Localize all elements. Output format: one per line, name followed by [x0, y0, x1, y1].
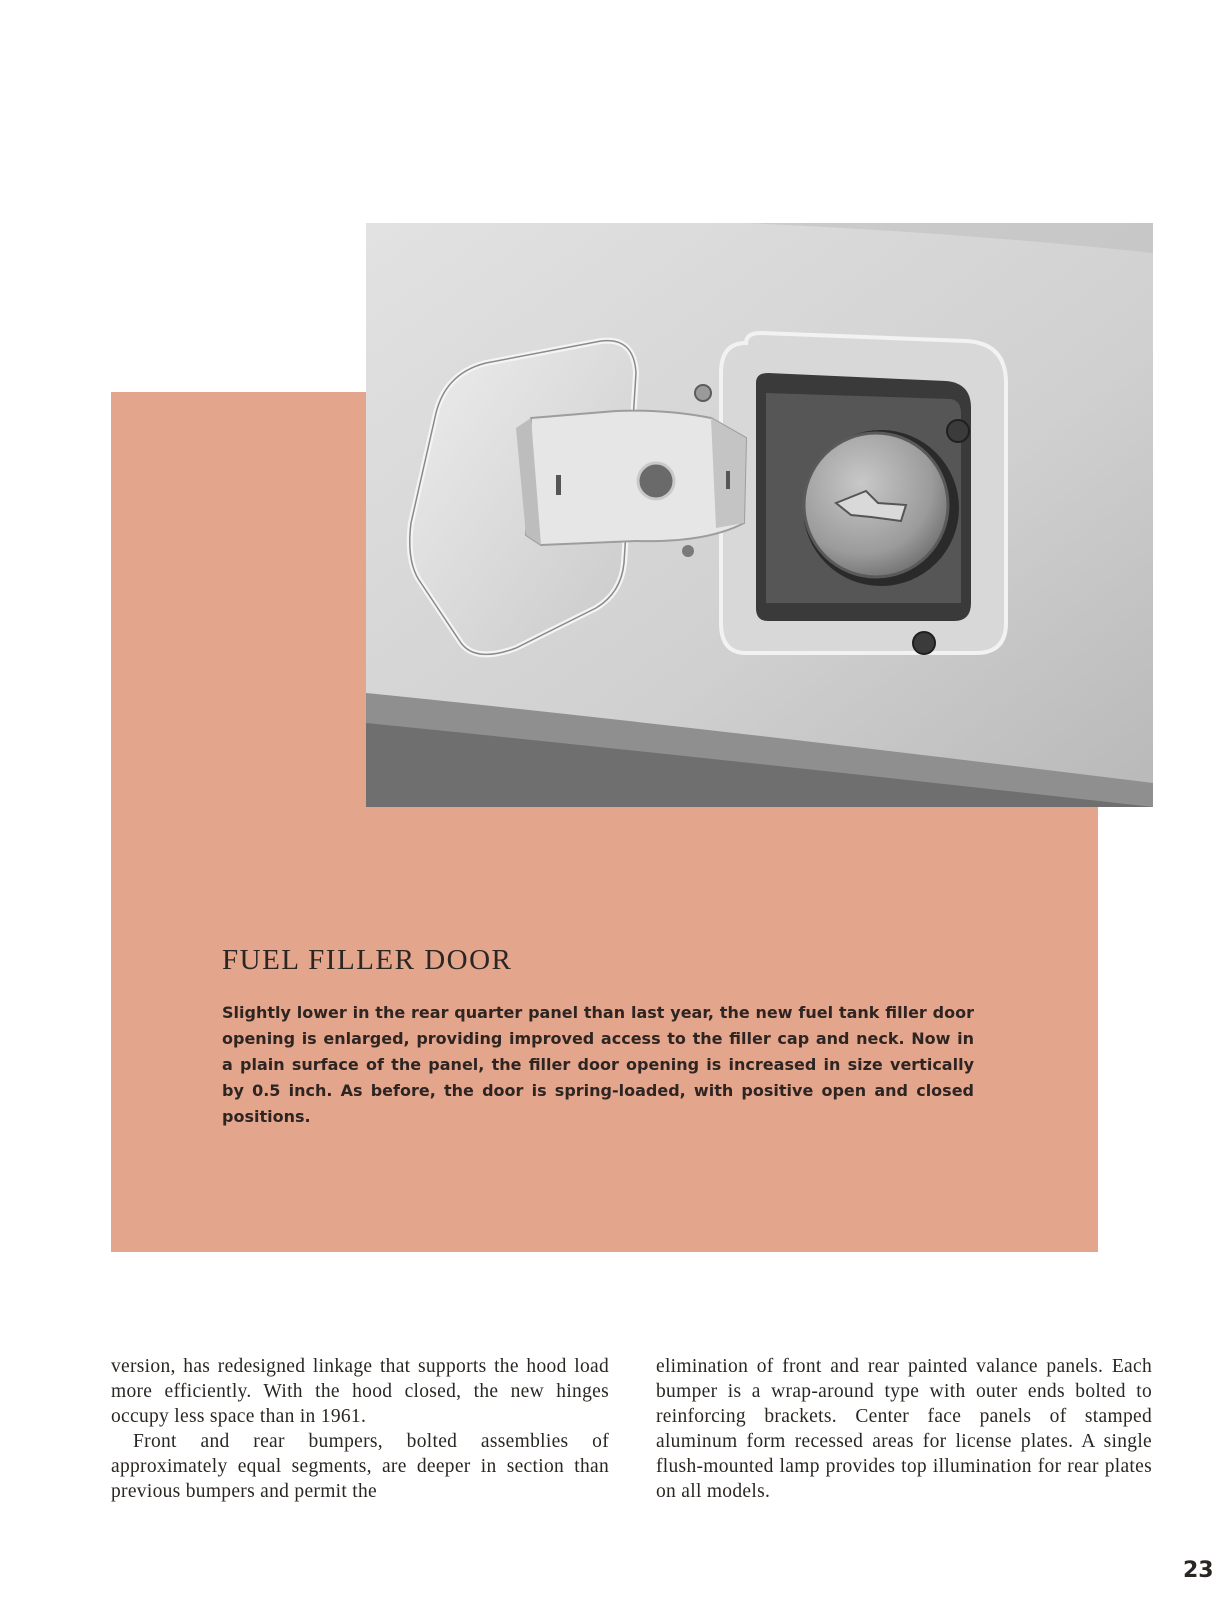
- body-column-right: [656, 1354, 1152, 1504]
- caption-title: FUEL FILLER DOOR: [222, 944, 513, 976]
- caption-body: Slightly lower in the rear quarter panel than last year, the new fuel tank filler door opening is enlarged, providing improved access to the filler cap and neck. Now in a plain surface of the panel, the filler door opening is increased in size vertically by 0.5 inch. As before, the door is spring-loaded, with positive open and closed positions.: [222, 1003, 974, 1126]
- page-number: 23: [1183, 1558, 1214, 1583]
- fuel-filler-door-illustration: [366, 223, 1153, 807]
- fuel-filler-door-photo: [366, 223, 1153, 807]
- body-column-left: [111, 1354, 609, 1504]
- right-paragraph-1: elimination of front and rear painted valance panels. Each bumper is a wrap-around type with outer ends bolted to reinforcing brackets. Center face panels of stamped aluminum form recessed areas for license plates. A single flush-mounted lamp provides top illumination for rear plates on all models.: [656, 1356, 1152, 1502]
- left-paragraph-1: version, has redesigned linkage that supports the hood load more efficiently. With the hood closed, the new hinges occupy less space than in 1961.: [111, 1356, 609, 1427]
- left-paragraph-2: Front and rear bumpers, bolted assemblies of approximately equal segments, are deeper in section than previous bumpers and permit the: [111, 1431, 609, 1502]
